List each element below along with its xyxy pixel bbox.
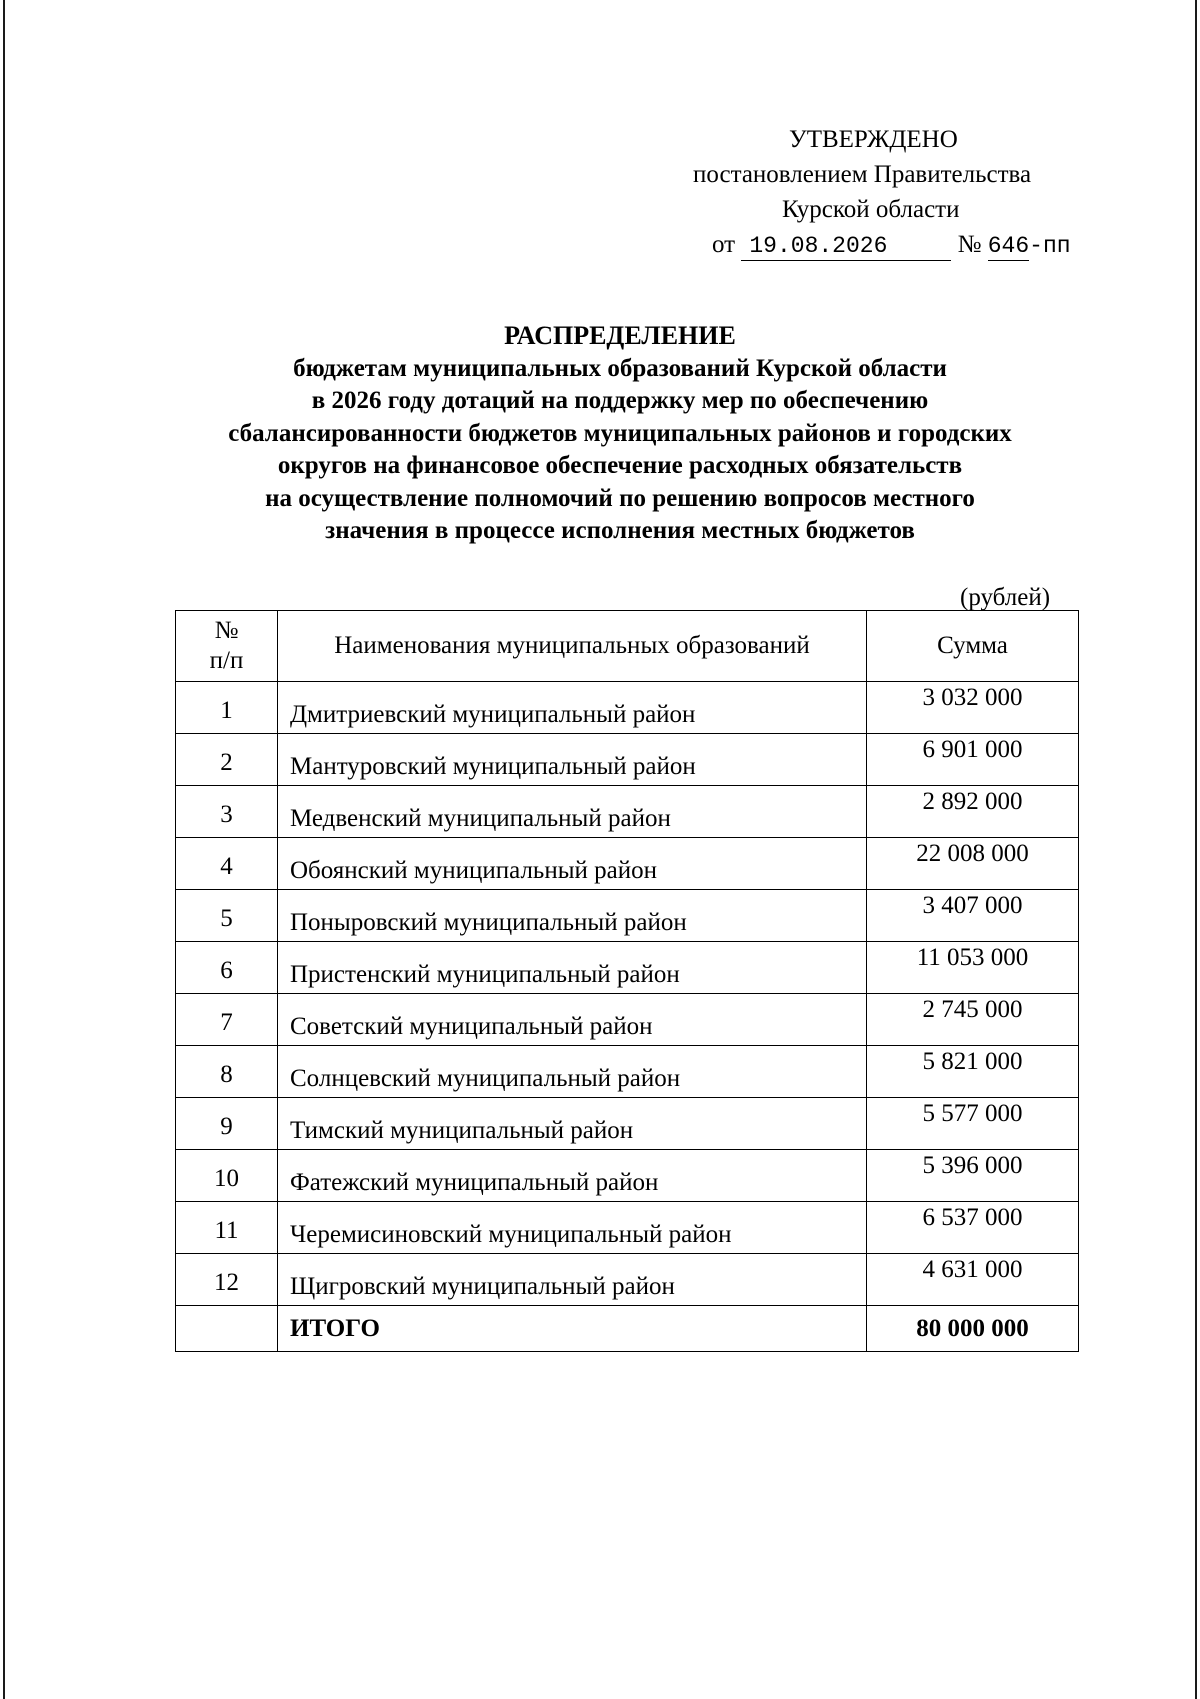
row-number: 10 bbox=[176, 1150, 278, 1202]
row-name: Солнцевский муниципальный район bbox=[278, 1046, 867, 1098]
row-sum: 3 032 000 bbox=[867, 682, 1079, 734]
row-number: 8 bbox=[176, 1046, 278, 1098]
row-sum: 5 821 000 bbox=[867, 1046, 1079, 1098]
title-line: бюджетам муниципальных образований Курской области bbox=[293, 354, 947, 382]
row-number: 5 bbox=[176, 890, 278, 942]
row-name: Мантуровский муниципальный район bbox=[278, 734, 867, 786]
approval-stamp: УТВЕРЖДЕНО bbox=[789, 126, 958, 153]
table-row bbox=[176, 994, 1079, 1046]
row-name: Медвенский муниципальный район bbox=[278, 786, 867, 838]
row-sum: 5 577 000 bbox=[867, 1098, 1079, 1150]
header-num-symbol: № bbox=[214, 617, 239, 644]
total-number-empty bbox=[176, 1306, 278, 1352]
scan-edge-left bbox=[3, 0, 5, 1699]
row-number: 7 bbox=[176, 994, 278, 1046]
total-sum: 80 000 000 bbox=[867, 1306, 1079, 1352]
table-row bbox=[176, 1098, 1079, 1150]
table-row bbox=[176, 942, 1079, 994]
row-name: Обоянский муниципальный район bbox=[278, 838, 867, 890]
approval-date: 19.08.2026 bbox=[741, 232, 951, 261]
row-number: 1 bbox=[176, 682, 278, 734]
document-title bbox=[140, 320, 1100, 548]
title-line: сбалансированности бюджетов муниципальных районов и городских bbox=[228, 419, 1012, 447]
row-number: 12 bbox=[176, 1254, 278, 1306]
title-line: значения в процессе исполнения местных бюджетов bbox=[325, 517, 915, 544]
row-name: Советский муниципальный район bbox=[278, 994, 867, 1046]
table-row bbox=[176, 734, 1079, 786]
title-heading: РАСПРЕДЕЛЕНИЕ bbox=[504, 321, 736, 350]
date-prefix: от bbox=[712, 231, 736, 258]
header-name: Наименования муниципальных образований bbox=[278, 611, 867, 682]
table-row bbox=[176, 1254, 1079, 1306]
table-row bbox=[176, 1046, 1079, 1098]
approval-authority: постановлением Правительства bbox=[693, 161, 1032, 188]
header-num-abbr: п/п bbox=[209, 647, 244, 674]
row-name: Дмитриевский муниципальный район bbox=[278, 682, 867, 734]
row-sum: 2 745 000 bbox=[867, 994, 1079, 1046]
row-sum: 6 537 000 bbox=[867, 1202, 1079, 1254]
title-line: на осуществление полномочий по решению вопросов местного bbox=[265, 484, 975, 512]
row-name: Щигровский муниципальный район bbox=[278, 1254, 867, 1306]
row-number: 4 bbox=[176, 838, 278, 890]
row-name: Тимский муниципальный район bbox=[278, 1098, 867, 1150]
row-number: 3 bbox=[176, 786, 278, 838]
row-sum: 11 053 000 bbox=[867, 942, 1079, 994]
row-number: 9 bbox=[176, 1098, 278, 1150]
table-row bbox=[176, 890, 1079, 942]
distribution-table bbox=[175, 610, 1079, 1352]
approval-number-suffix: -пп bbox=[1029, 233, 1071, 259]
scan-edge-right bbox=[1195, 0, 1197, 1699]
row-sum: 4 631 000 bbox=[867, 1254, 1079, 1306]
title-line: округов на финансовое обеспечение расходных обязательств bbox=[277, 452, 963, 479]
row-sum: 2 892 000 bbox=[867, 786, 1079, 838]
number-prefix: № bbox=[957, 231, 982, 258]
table-header-row bbox=[176, 611, 1079, 682]
table-total-row bbox=[176, 1306, 1079, 1352]
row-sum: 22 008 000 bbox=[867, 838, 1079, 890]
row-number: 2 bbox=[176, 734, 278, 786]
row-sum: 3 407 000 bbox=[867, 890, 1079, 942]
approval-number: 646 bbox=[987, 233, 1030, 259]
row-number: 6 bbox=[176, 942, 278, 994]
table-row bbox=[176, 786, 1079, 838]
total-label: ИТОГО bbox=[278, 1306, 867, 1352]
row-number: 11 bbox=[176, 1202, 278, 1254]
units-label: (рублей) bbox=[960, 584, 1051, 611]
row-name: Фатежский муниципальный район bbox=[278, 1150, 867, 1202]
approval-date-number bbox=[712, 227, 1071, 264]
table-row bbox=[176, 838, 1079, 890]
table-row bbox=[176, 1150, 1079, 1202]
row-sum: 5 396 000 bbox=[867, 1150, 1079, 1202]
title-line: в 2026 году дотаций на поддержку мер по обеспечению bbox=[311, 387, 929, 414]
table-row bbox=[176, 1202, 1079, 1254]
table-row bbox=[176, 682, 1079, 734]
row-name: Черемисиновский муниципальный район bbox=[278, 1202, 867, 1254]
row-sum: 6 901 000 bbox=[867, 734, 1079, 786]
row-name: Поныровский муниципальный район bbox=[278, 890, 867, 942]
row-name: Пристенский муниципальный район bbox=[278, 942, 867, 994]
header-num bbox=[176, 611, 278, 682]
approval-region: Курской области bbox=[782, 196, 960, 223]
header-sum: Сумма bbox=[867, 611, 1079, 682]
